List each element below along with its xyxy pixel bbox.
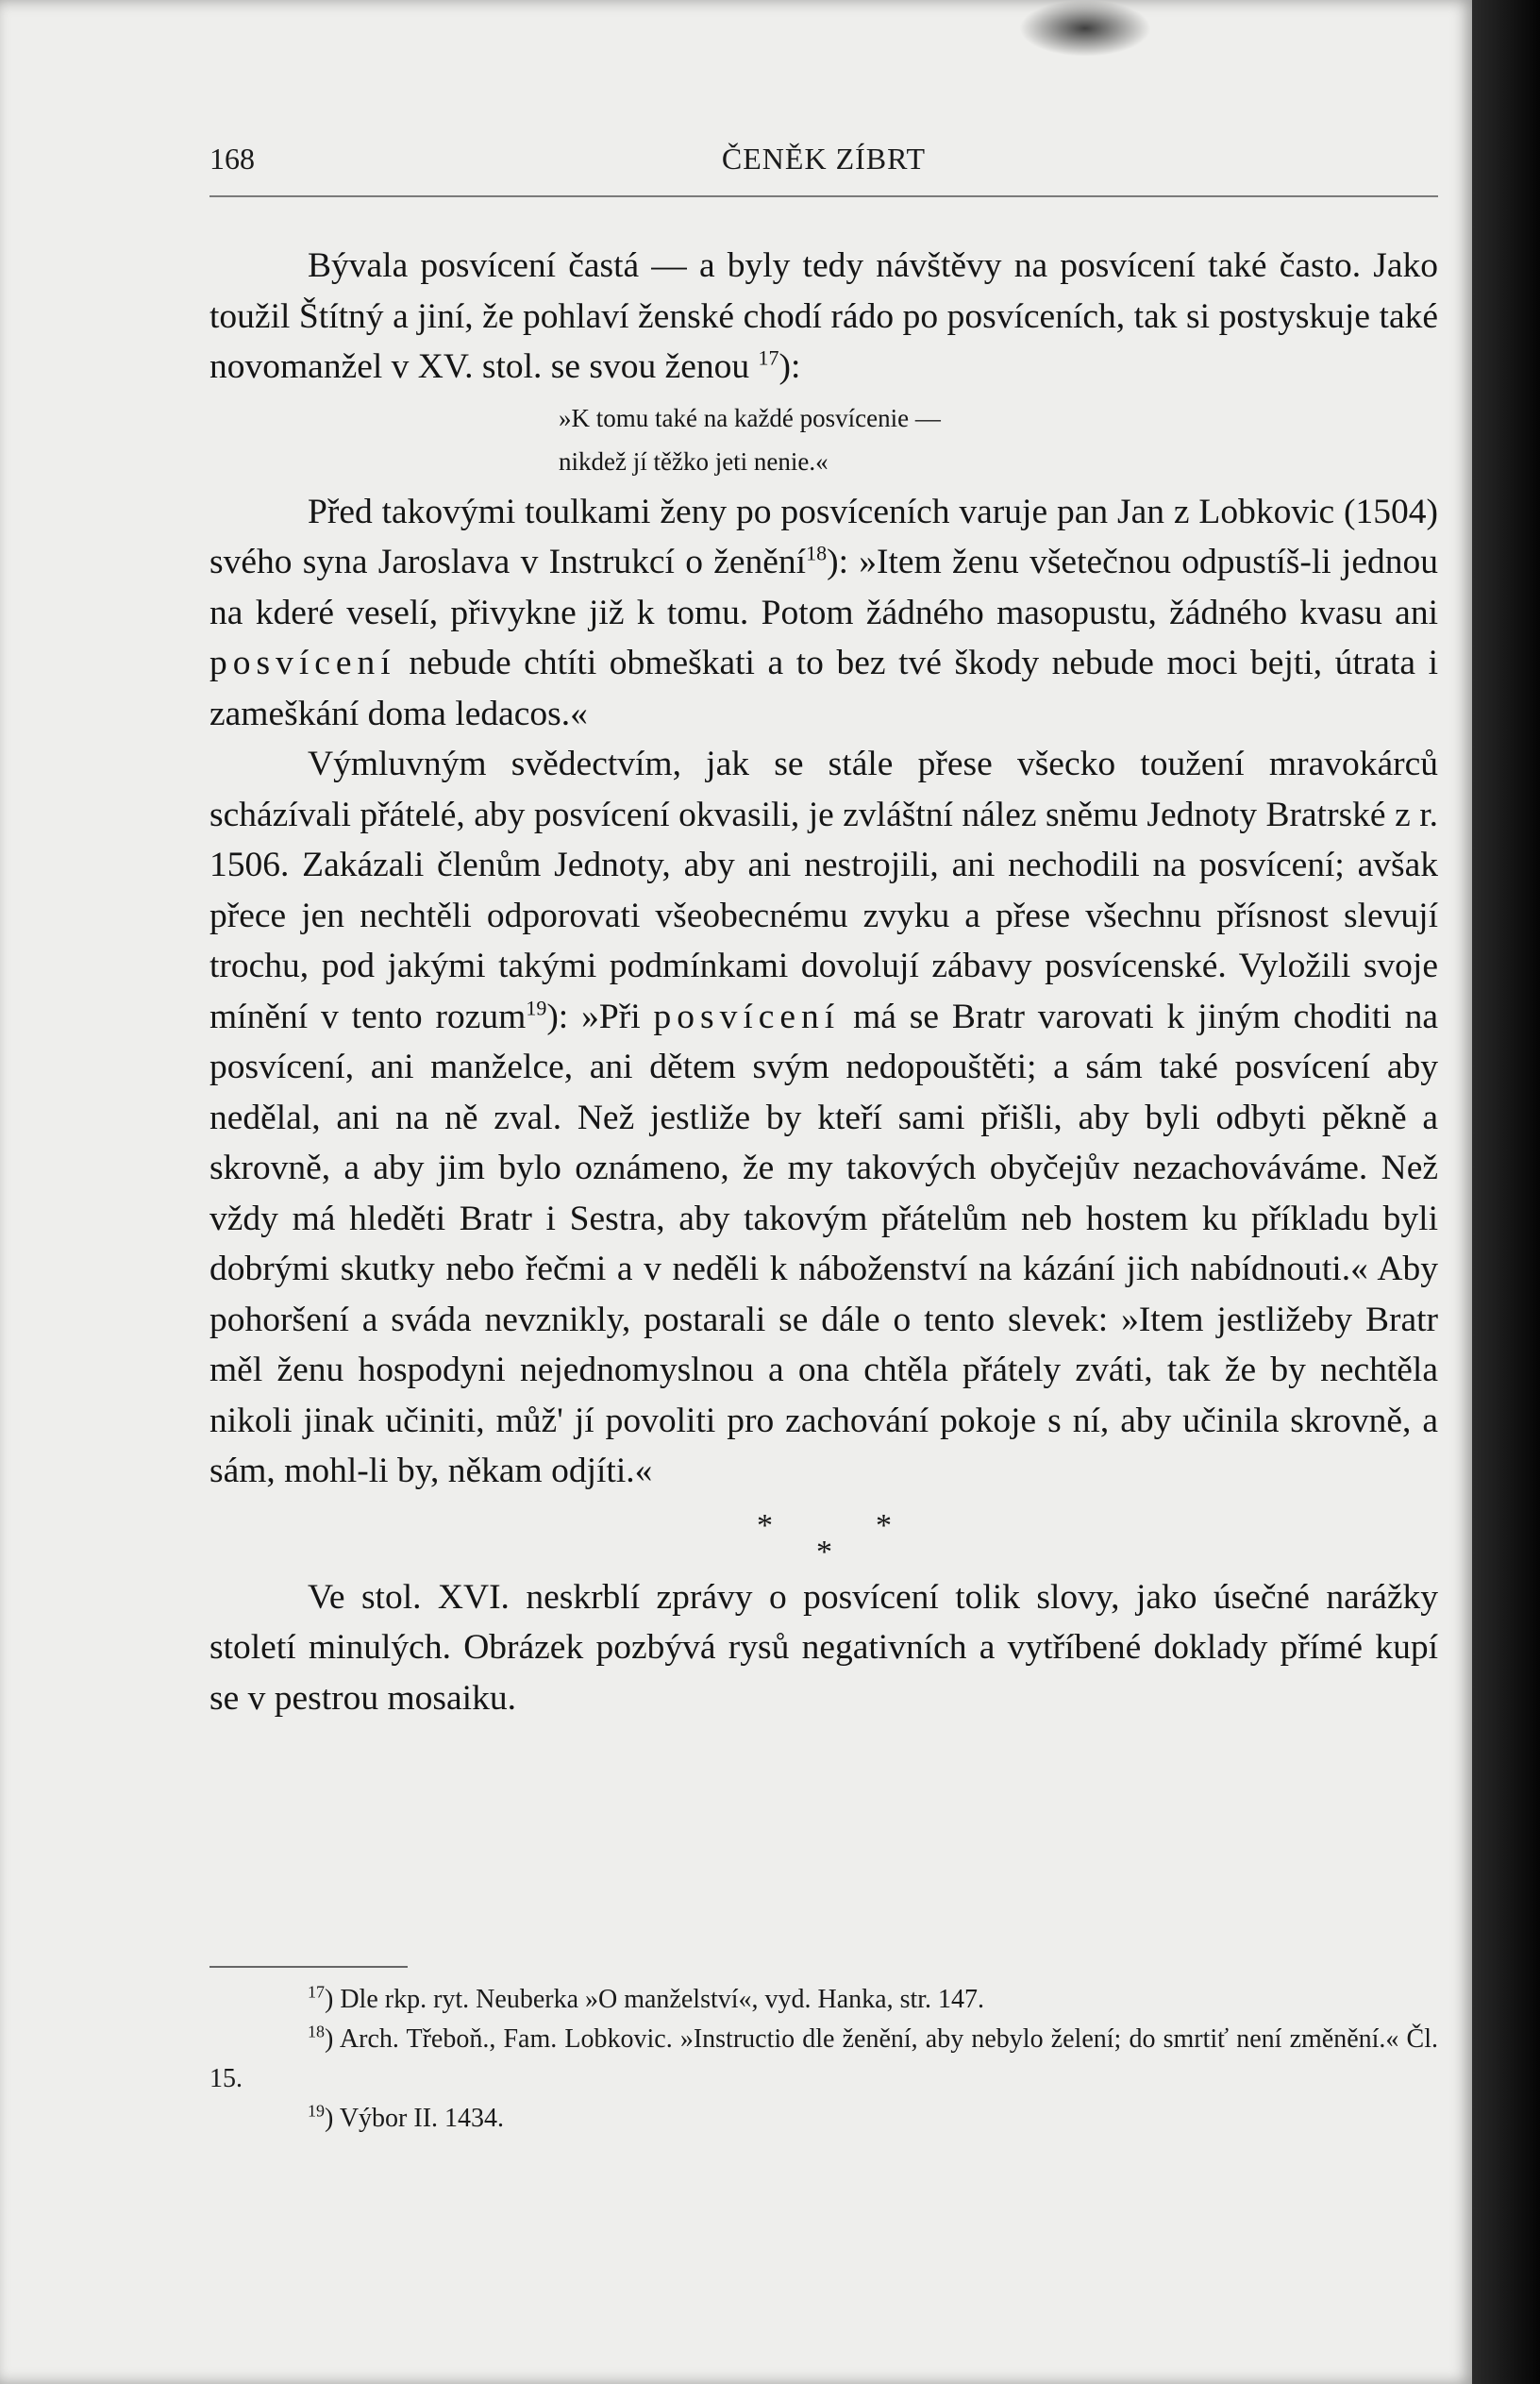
footnote-text: ) Arch. Třeboň., Fam. Lobkovic. »Instructio dle ženění, aby nebylo želení; do smrtiť není změnění.« Čl. 15. [209,2024,1438,2093]
paragraph-2-text-c: nebude chtíti obmeškati a to bez tvé škody nebude moci bejti, útrata i zameškání doma ledacos.« [209,644,1438,733]
footnote-ref-19: 19 [526,996,547,1019]
paragraph-1-end: : [791,347,801,386]
paragraph-2-text-b: ): »Item ženu všetečnou odpustíš-li jednou na kderé veselí, přivykne již k tomu. Potom žádného masopustu, žádného kvasu ani [209,543,1438,632]
running-head [209,142,1438,189]
paragraph-1-text: Bývala posvícení častá — a byly tedy návštěvy na posvícení také často. Jako toužil Štítný a jiní, že pohlaví ženské chodí rádo po posvíceních, tak si postyskuje také novomanžel v XV. stol. se svou ženou [209,246,1438,386]
paragraph-3-text-a: Výmluvným svědectvím, jak se stále přese všecko toužení mravokárců scházívali přátelé, aby posvícení okvasili, je zvláštní nález sněmu Jednoty Bratrské z r. 1506. Zakázali členům Jednoty, aby ani nestrojili, ani nechodili na posvícení; avšak přece jen nechtěli odporovati všeobecnému zvyku a přese všechnu přísnost slevují trochu, pod jakými takými podmínkami dovolují zábavy posvícenské. Vyložili svoje mínění v tento rozum [209,745,1438,1036]
spaced-word: posvícení [209,644,396,682]
main-text [209,241,1438,1723]
paragraph-2 [209,487,1438,740]
page-number: 168 [209,142,255,176]
paragraph-3 [209,739,1438,1497]
paragraph-4: Ve stol. XVI. neskrblí zprávy o posvícení tolik slovy, jako úsečné narážky století minulých. Obrázek pozbývá rysů negativních a vytříbené doklady přímé kupí se v pestrou mosaiku. [209,1577,1438,1718]
footnote-ref-17: 17 [758,345,779,370]
paragraph-2-text-a: Před takovými toulkami ženy po posvíceních varuje pan Jan z Lobkovic (1504) svého syna Jaroslava v Instrukcí o ženění [209,492,1438,581]
paragraph-3-text-b: ): »Při [546,997,641,1036]
verse-line-1: »K tomu také na každé posvícenie — [559,403,941,432]
footnote-text: ) Dle rkp. ryt. Neuberka »O manželství«, vyd. Hanka, str. 147. [325,1985,985,2014]
footnotes [209,1980,1438,2139]
footnote-mark: 17 [308,1982,325,2002]
asterisk: * [757,1507,773,1543]
spaced-word: posvícení [653,997,841,1036]
footnote-19 [209,2099,1438,2139]
footnote-ref-18: 18 [806,541,828,565]
verse-quote [559,396,1438,483]
asterisk: * [876,1507,892,1543]
paragraph-3-text-c: má se Bratr varovati k jiným choditi na posvícení, ani manželce, ani dětem svým nedopouštěti; a sám také posvícení aby nedělal, ani na ně zval. Než jestliže by kteří sami přišli, aby byli odbyti pěkně a skrovně, a aby jim bylo oznámeno, že my takových obyčejův nezachováváme. Než vždy má hleděti Bratr i Sestra, aby takovým přátelům neb hostem ku příkladu byli dobrými skutky nebo řečmi a v neděli k náboženství na kázání jich nabídnouti.« Aby pohoršení a sváda nevznikly, postarali se dále o tento slevek: »Item jestližeby Bratr měl ženu hospodyni nejednomyslnou a ona chtěla přátely zváti, tak že by nechtěla nikoli jinak učiniti, můž' jí povoliti pro zachování pokoje s ní, aby učinila skrovně, a sám, mohl-li by, někam odjíti.« [209,997,1438,1490]
footnote-17 [209,1980,1438,2020]
verse-line-2: nikdež jí těžko jeti nenie.« [559,446,829,476]
section-break-asterisks [209,1497,1438,1572]
footnote-rule [209,1966,408,1968]
footnote-mark: 18 [308,2022,325,2041]
header-rule [209,195,1438,197]
scan-shadow [1019,0,1151,57]
running-head-author: ČENĚK ZÍBRT [721,142,927,176]
scan-border [1472,0,1540,2384]
paragraph-1: Bývala posvícení častá — a byly tedy návštěvy na posvícení také často. Jako toužil Štítný a jiní, že pohlaví ženské chodí rádo po posvíceních, tak si postyskuje také novomanžel v XV. stol. se svou ženou $^{17}$): [209,246,1438,386]
footnote-18 [209,2020,1438,2099]
footnote-text: ) Výbor II. 1434. [325,2104,505,2133]
footnote-mark: 19 [308,2101,325,2121]
asterisk: * [816,1534,832,1570]
